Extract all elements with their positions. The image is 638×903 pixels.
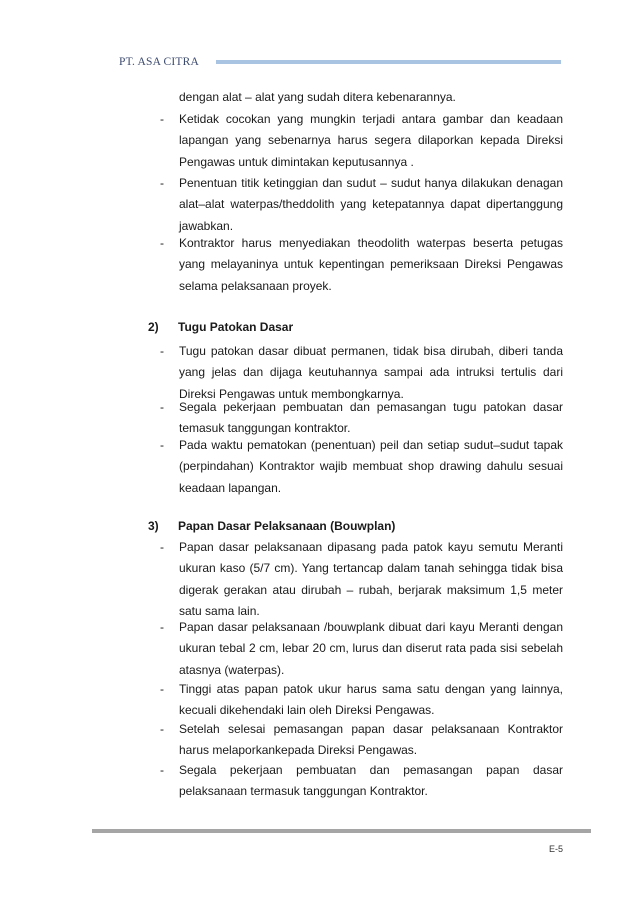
bullet-marker: - [160,112,164,126]
bullet-marker: - [160,176,164,190]
bullet-marker: - [160,763,164,777]
bullet-marker: - [160,620,164,634]
company-name: PT. ASA CITRA [119,56,200,68]
section-number: 3) [148,519,159,533]
section-heading [148,516,395,537]
list-item-text: Tinggi atas papan patok ukur harus sama satu dengan yang lainnya, kecuali dikehendaki lain oleh Direksi Pengawas. [179,682,563,718]
list-item-text: Setelah selesai pemasangan papan dasar pelaksanaan Kontraktor harus melaporkankepada Direksi Pengawas. [179,722,563,758]
bullet-marker: - [160,236,164,250]
section-heading [148,317,293,338]
bullet-marker: - [160,438,164,452]
list-item-text: Tugu patokan dasar dibuat permanen, tidak bisa dirubah, diberi tanda yang jelas dan dijaga keutuhannya sampai ada intruksi tertulis dari Direksi Pengawas untuk membongkarnya. [179,344,563,401]
list-item-text: Papan dasar pelaksanaan dipasang pada patok kayu semutu Meranti ukuran kaso (5/7 cm). Yang tertancap dalam tanah sehingga tidak bisa digerak gerakan atau dirubah – rubah, berjarak maksimum 1,5 meter satu sama lain. [179,540,563,619]
list-item-text: Penentuan titik ketinggian dan sudut – sudut hanya dilakukan denagan alat–alat waterpas/theddolith yang ketepatannya dapat dipertanggung jawabkan. [179,176,563,233]
intro-continuation-line: dengan alat – alat yang sudah ditera kebenarannya. [179,90,456,104]
list-item-text: Kontraktor harus menyediakan theodolith waterpas beserta petugas yang melayaninya untuk kepentingan pemeriksaan Direksi Pengawas selama pelaksanaan proyek. [179,236,563,293]
section-title: Tugu Patokan Dasar [178,320,294,334]
list-item-text: Segala pekerjaan pembuatan dan pemasangan tugu patokan dasar temasuk tanggungan kontraktor. [179,400,563,436]
bullet-marker: - [160,540,164,554]
list-item-text: Ketidak cocokan yang mungkin terjadi antara gambar dan keadaan lapangan yang sebenarnya harus segera dilaporkan kepada Direksi Pengawas untuk dimintakan keputusannya . [179,112,563,169]
bullet-marker: - [160,344,164,358]
bullet-marker: - [160,682,164,696]
header-rule [216,60,561,64]
page-number: E-5 [549,844,564,854]
footer-rule [92,829,591,833]
list-item-text: Pada waktu pematokan (penentuan) peil dan setiap sudut–sudut tapak (perpindahan) Kontraktor wajib membuat shop drawing dahulu sesuai keadaan lapangan. [179,438,563,495]
section-title: Papan Dasar Pelaksanaan (Bouwplan) [178,519,396,533]
section-number: 2) [148,320,159,334]
list-item-text: Segala pekerjaan pembuatan dan pemasangan papan dasar pelaksanaan termasuk tanggungan Kontraktor. [179,763,563,799]
bullet-marker: - [160,722,164,736]
list-item-text: Papan dasar pelaksanaan /bouwplank dibuat dari kayu Meranti dengan ukuran tebal 2 cm, lebar 20 cm, lurus dan diserut rata pada sisi sebelah atasnya (waterpas). [179,620,563,677]
bullet-marker: - [160,400,164,414]
